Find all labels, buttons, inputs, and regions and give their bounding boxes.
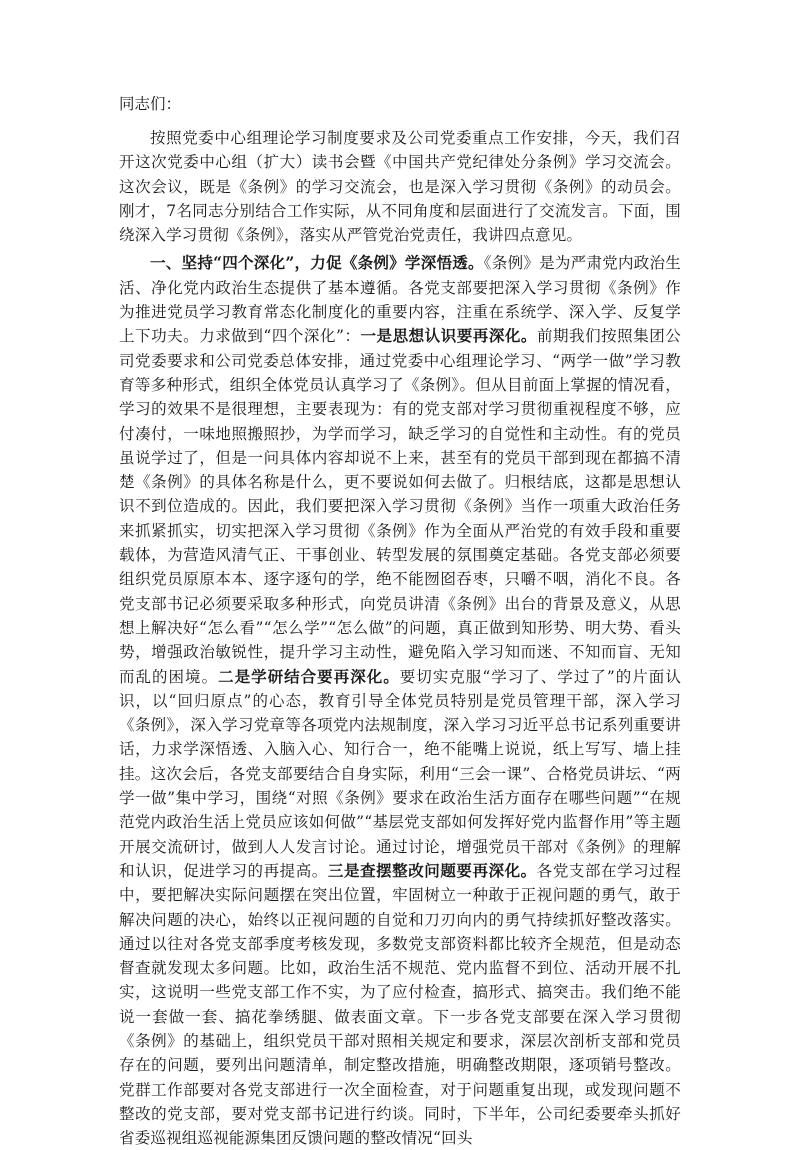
subheading-two: 二是学研结合要再深化。 [218, 666, 400, 686]
paragraph-text: 按照党委中心组理论学习制度要求及公司党委重点工作安排，今天，我们召开这次党委中心组（扩大）读书会暨《中国共产党纪律处分条例》学习交流会。这次会议，既是《条例》的学习交流会，也是深入学习贯彻《条例》的动员会。刚才，7名同志分别结合工作实际，从不同角度和层面进行了交流发言。下面，围绕深入学习贯彻《条例》，落实从严管党治党责任，我讲四点意见。 [119, 129, 681, 245]
section-heading-one: 一、坚持“四个深化”，力促《条例》学深悟透。 [150, 253, 484, 273]
paragraph-point-one [119, 251, 681, 1150]
paragraph-text: 《条例》是为严肃党内政治生活、净化党内政治生态提供了基本遵循。各党支部要把深入学习贯彻《条例》作为推进党员学习教育常态化制度化的重要内容，注重在系统学、深入学、反复学上下功夫。力求做到“四个深化”： [119, 254, 681, 346]
subheading-one: 一是思想认识要再深化。 [360, 326, 537, 346]
salutation: 同志们： [119, 95, 182, 113]
paragraph-text: 前期我们按照集团公司党委要求和公司党委总体安排，通过党委中心组理论学习、“两学一做”学习教育等多种形式，组织全体党员认真学习了《条例》。但从目前面上掌握的情况看，学习的效果不是很理想，主要表现为：有的党支部对学习贯彻重视程度不够，应付凑付，一味地照搬照抄，为学而学习，缺乏学习的自觉性和主动性。有的党员虽说学过了，但是一问具体内容却说不上来，甚至有的党员干部到现在都搞不清楚《条例》的具体名称是什么，更不要说如何去做了。归根结底，这都是思想认识不到位造成的。因此，我们要把深入学习贯彻《条例》当作一项重大政治任务来抓紧抓实，切实把深入学习贯彻《条例》作为全面从严治党的有效手段和重要载体，为营造风清气正、干事创业、转型发展的氛围奠定基础。各党支部必须要组织党员原原本本、逐字逐句的学，绝不能囫囵吞枣，只嚼不咽，消化不良。各党支部书记必须要采取多种形式，向党员讲清《条例》出台的背景及意义，从思想上解决好“怎么看”“怎么学”“怎么做”的问题，真正做到知形势、明大势、看头势，增强政治敏锐性，提升学习主动性，避免陷入学习知而迷、不知而盲、无知而乱的困境。 [119, 327, 681, 686]
paragraph-text: 要切实克服“学习了、学过了”的片面认识，以“回归原点”的心态，教育引导全体党员特别是党员管理干部，深入学习《条例》，深入学习党章等各项党内法规制度，深入学习习近平总书记系列重要讲话，力求学深悟透、入脑入心、知行合一，绝不能嘴上说说，纸上写写、墙上挂挂。这次会后，各党支部要结合自身实际，利用“三会一课”、合格党员讲坛、“两学一做”集中学习，围绕“对照《条例》要求在政治生活方面存在哪些问题”“在规范党内政治生活上党员应该如何做”“基层党支部如何发挥好党内监督作用”等主题开展交流研讨，做到人人发言讨论。通过讨论，增强党员干部对《条例》的理解和认识，促进学习的再提高。 [119, 667, 682, 880]
paragraph-text: 各党支部在学习过程中，要把解决实际问题摆在突出位置，牢固树立一种敢于正视问题的勇气，敢于解决问题的决心，始终以正视问题的自觉和刀刃向内的勇气持续抓好整改落实。通过以往对各党支部季度考核发现，多数党支部资料都比较齐全规范，但是动态督查就发现太多问题。比如，政治生活不规范、党内监督不到位、活动开展不扎实，这说明一些党支部工作不实，为了应付检查，搞形式、搞突击。我们绝不能说一套做一套、搞花拳绣腿、做表面文章。下一步各党支部要在深入学习贯彻《条例》的基础上，组织党员干部对照相关规定和要求，深层次剖析支部和党员存在的问题，要列出问题清单，制定整改措施，明确整改期限，逐项销号整改。党群工作部要对各党支部进行一次全面检查，对于问题重复出现，或发现问题不整改的党支部，要对党支部书记进行约谈。同时，下半年，公司纪委要牵头抓好省委巡视组巡视能源集团反馈问题的整改情况“回头 [119, 861, 681, 1148]
subheading-three: 三是查摆整改问题要再深化。 [327, 860, 537, 880]
paragraph-intro [119, 126, 681, 247]
